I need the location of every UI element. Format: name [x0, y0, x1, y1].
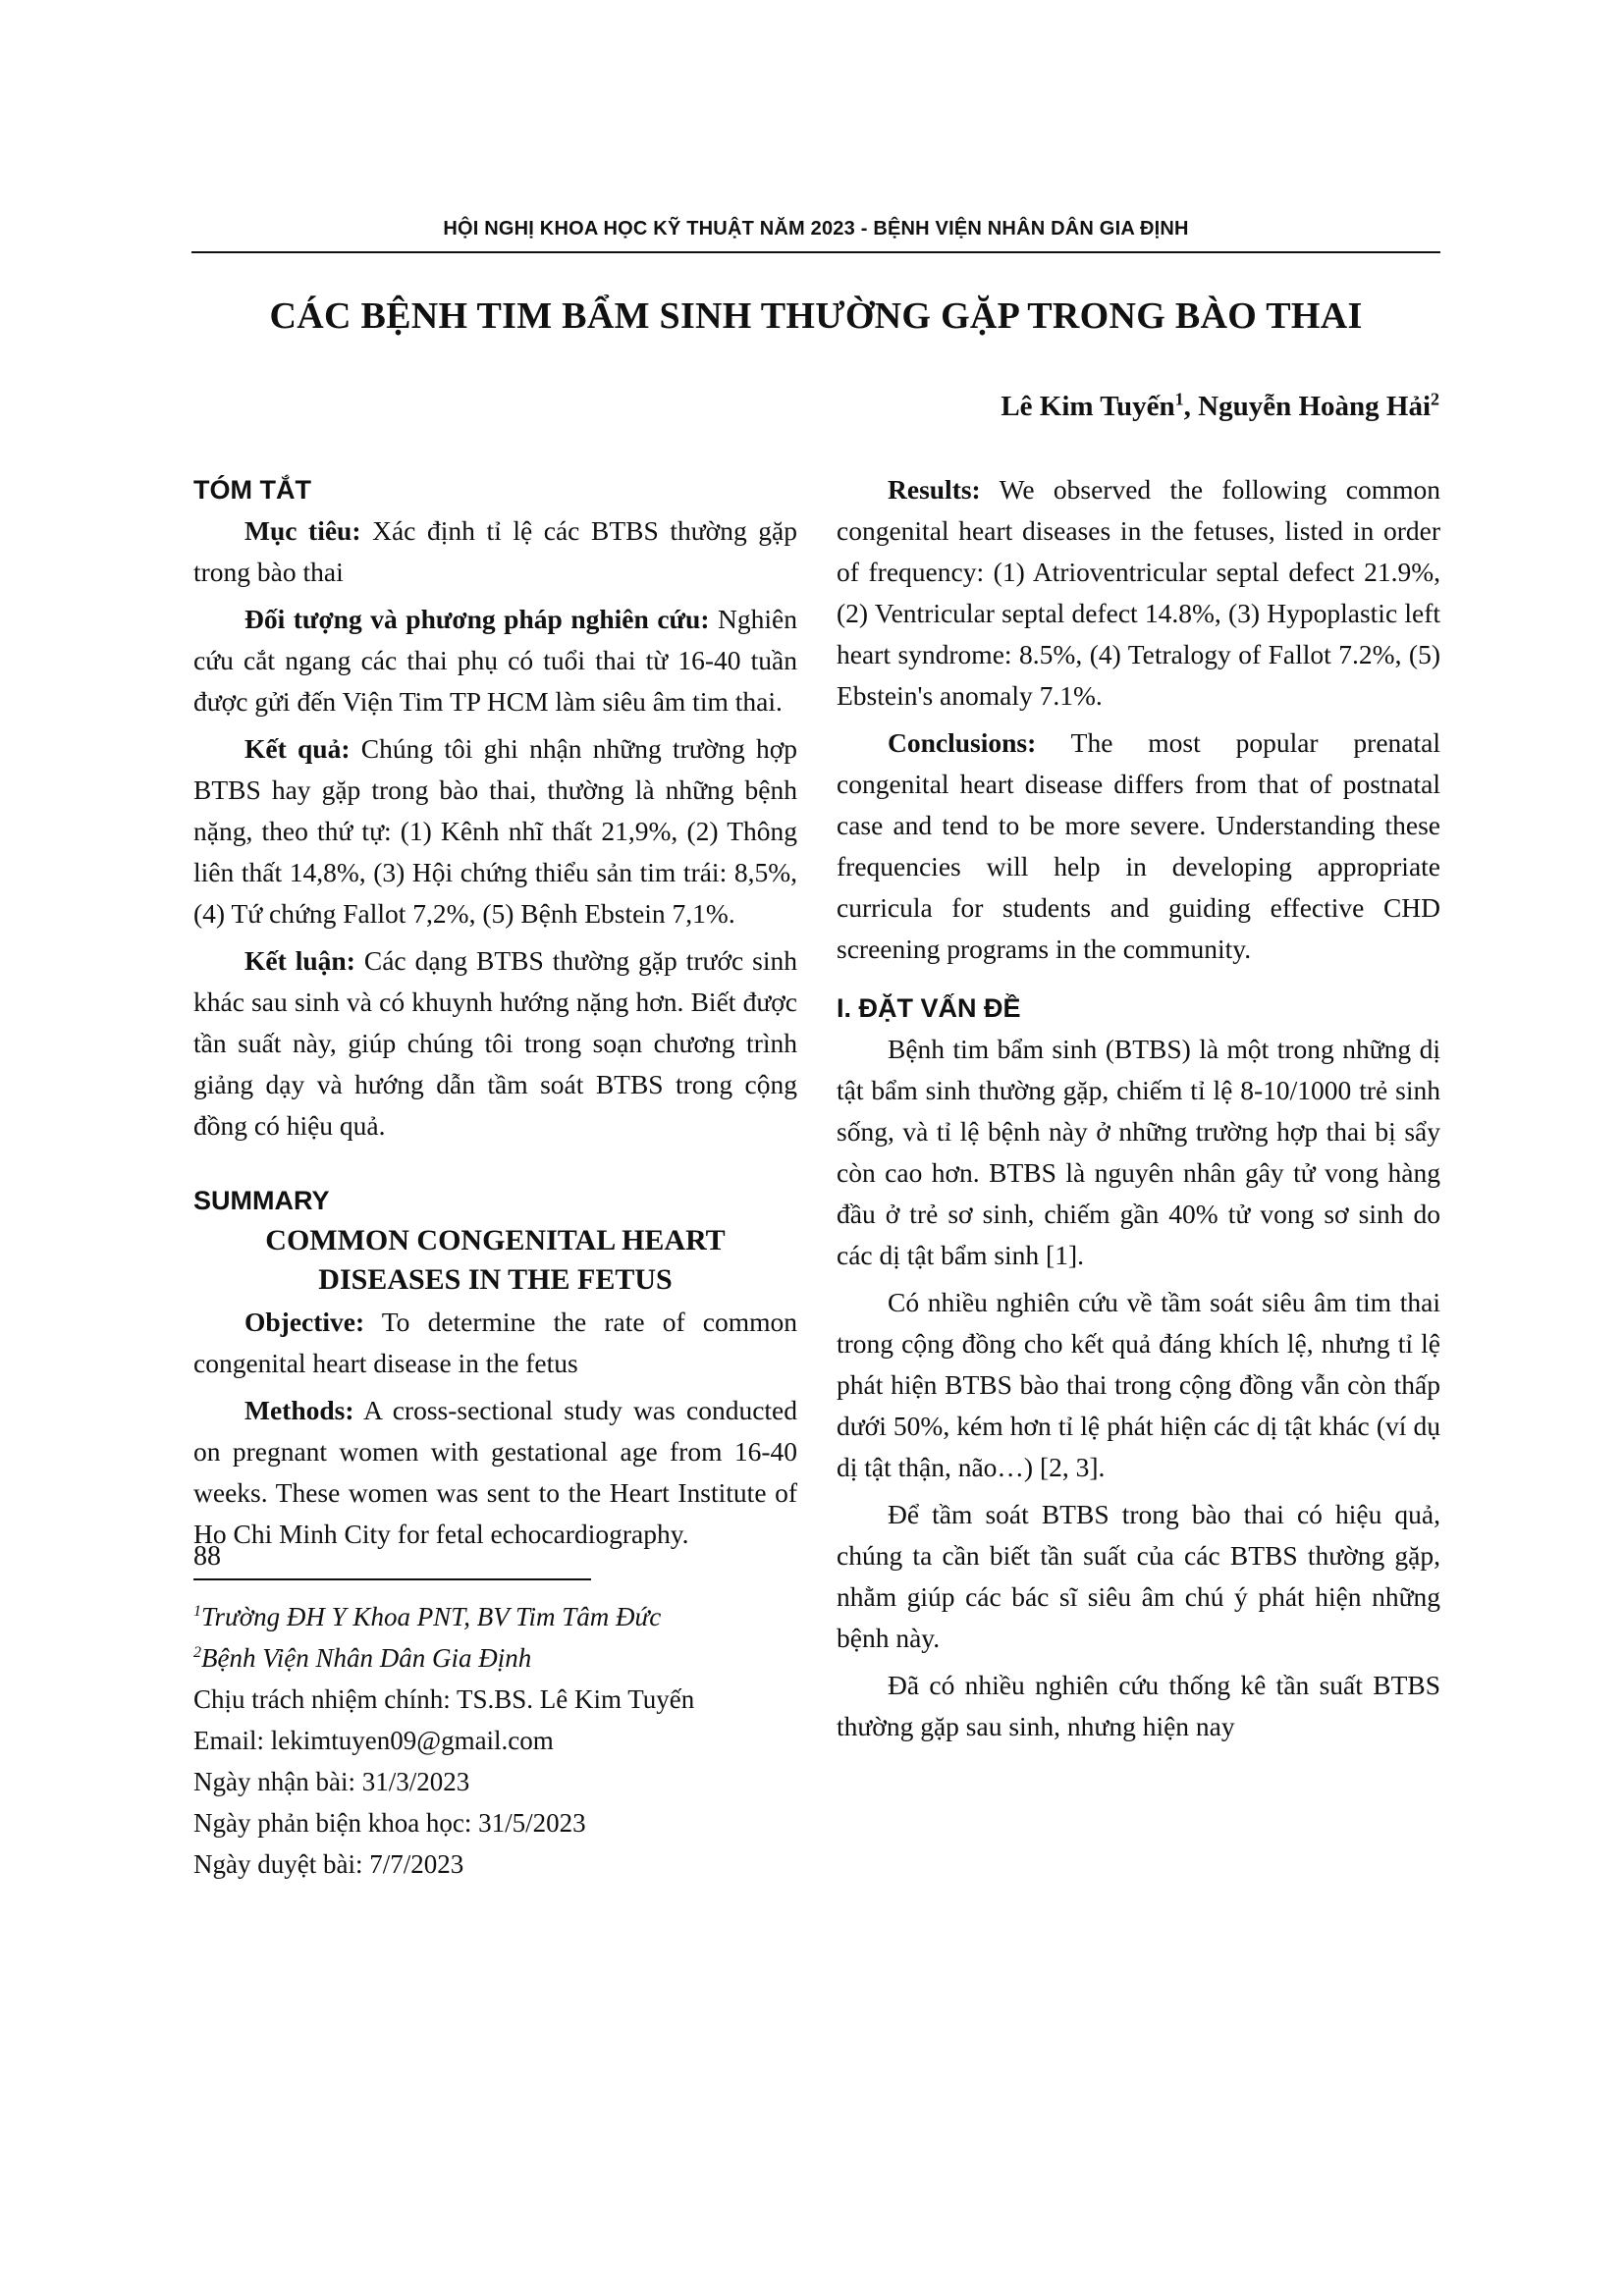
affiliation-mark: 2 — [193, 1644, 201, 1661]
affiliation-mark: 2 — [1431, 389, 1439, 409]
footnote-affiliation — [193, 1637, 797, 1679]
summary-heading: SUMMARY — [193, 1186, 330, 1215]
objective-text: Xác định tỉ lệ các BTBS thường gặp trong bào thai — [193, 515, 797, 587]
right-column — [837, 469, 1440, 1747]
methods-text: Nghiên cứu cắt ngang các thai phụ có tuổi thai từ 16-40 tuần được gửi đến Viện Tim TP HCM làm siêu âm tim thai. — [193, 604, 797, 717]
abstract-methods — [193, 599, 797, 722]
abstract-heading: TÓM TẮT — [193, 475, 311, 505]
summary-title-line: DISEASES IN THE FETUS — [318, 1263, 673, 1296]
summary-objective — [193, 1302, 797, 1384]
accepted-date: Ngày duyệt bài: 7/7/2023 — [193, 1849, 464, 1879]
conclusion-text: Các dạng BTBS thường gặp trước sinh khác sau sinh và có khuynh hướng nặng hơn. Biết được tần suất này, giúp chúng tôi trong soạn chương trình giảng dạy và hướng dẫn tầm soát BTBS trong cộng đồng có hiệu quả. — [193, 945, 798, 1141]
summary-title — [193, 1221, 797, 1300]
methods-label: Methods: — [244, 1395, 354, 1425]
left-column — [193, 469, 797, 1885]
objective-text: To determine the rate of common congenital heart disease in the fetus — [193, 1307, 797, 1378]
results-text: Chúng tôi ghi nhận những trường hợp BTBS hay gặp trong bào thai, thường là những bệnh nặng, theo thứ tự: (1) Kênh nhĩ thất 21,9%, (2) Thông liên thất 14,8%, (3) Hội chứng thiểu sản tim trái: 8,5%, (4) Tứ chứng Fallot 7,2%, (5) Bệnh Ebstein 7,1%. — [193, 733, 797, 929]
review-date: Ngày phản biện khoa học: 31/5/2023 — [193, 1808, 586, 1838]
email-line: Email: lekimtuyen09@gmail.com — [193, 1726, 554, 1755]
footnote-rule — [193, 1578, 591, 1580]
summary-results — [837, 469, 1440, 717]
conclusion-label: Kết luận: — [244, 945, 355, 976]
affiliation-text: Trường ĐH Y Khoa PNT, BV Tim Tâm Đức — [201, 1602, 662, 1631]
body-paragraph: Có nhiều nghiên cứu về tầm soát siêu âm tim thai trong cộng đồng cho kết quả đáng khích lệ, nhưng tỉ lệ phát hiện BTBS bào thai trong cộng đồng vẫn còn thấp dưới 50%, kém hơn tỉ lệ phát hiện các dị tật khác (ví dụ dị tật thận, não…) [2, 3]. — [837, 1287, 1440, 1482]
header-rule — [191, 251, 1440, 253]
results-label: Results: — [888, 474, 981, 505]
affiliation-text: Bệnh Viện Nhân Dân Gia Định — [201, 1643, 532, 1673]
conclusions-text: The most popular prenatal congenital heart disease differs from that of postnatal case and tend to be more severe. Understanding these frequencies will help in developing appropriate curricula for students and guiding effective CHD screening programs in the community. — [837, 727, 1440, 964]
body-paragraph: Để tầm soát BTBS trong bào thai có hiệu quả, chúng ta cần biết tần suất của các BTBS thường gặp, nhằm giúp các bác sĩ siêu âm chú ý phát hiện những bệnh này. — [837, 1499, 1440, 1653]
objective-label: Objective: — [244, 1307, 365, 1337]
summary-conclusions — [837, 722, 1440, 970]
spacer — [837, 970, 1440, 988]
methods-text: A cross-sectional study was conducted on pregnant women with gestational age from 16-40 weeks. These women was sent to the Heart Institute of Ho Chi Minh City for fetal echocardiography. — [193, 1395, 797, 1549]
received-date: Ngày nhận bài: 31/3/2023 — [193, 1767, 470, 1796]
author-line — [1001, 391, 1439, 423]
affiliation-mark: 1 — [1174, 389, 1184, 409]
footnote-affiliation — [193, 1596, 797, 1637]
corresponding-author: Chịu trách nhiệm chính: TS.BS. Lê Kim Tuyến — [193, 1684, 695, 1714]
methods-label: Đối tượng và phương pháp nghiên cứu: — [244, 604, 710, 634]
author-name: Lê Kim Tuyến — [1001, 391, 1175, 422]
running-header: HỘI NGHỊ KHOA HỌC KỸ THUẬT NĂM 2023 - BỆNH VIỆN NHÂN DÂN GIA ĐỊNH — [443, 218, 1189, 240]
abstract-results — [193, 728, 797, 934]
summary-methods — [193, 1390, 797, 1555]
results-text: We observed the following common congenital heart diseases in the fetuses, listed in order of frequency: (1) Atrioventricular septal defect 21.9%, (2) Ventricular septal defect 14.8%, (3) Hypoplastic left heart syndrome: 8.5%, (4) Tetralogy of Fallot 7.2%, (5) Ebstein's anomaly 7.1%. — [837, 474, 1440, 711]
summary-title-line: COMMON CONGENITAL HEART — [265, 1224, 726, 1256]
body-paragraph: Đã có nhiều nghiên cứu thống kê tần suất BTBS thường gặp sau sinh, nhưng hiện nay — [837, 1670, 1440, 1741]
results-label: Kết quả: — [244, 733, 351, 764]
author-separator: , — [1183, 391, 1199, 422]
body-paragraph: Bệnh tim bẩm sinh (BTBS) là một trong những dị tật bẩm sinh thường gặp, chiếm tỉ lệ 8-10/1000 trẻ sinh sống, và tỉ lệ bệnh này ở những trường hợp thai bị sẩy còn cao hơn. BTBS là nguyên nhân gây tử vong hàng đầu ở trẻ sơ sinh, chiếm gần 40% tử vong sơ sinh do các dị tật bẩm sinh [1]. — [837, 1034, 1440, 1270]
spacer — [193, 1147, 797, 1180]
abstract-conclusion — [193, 940, 797, 1147]
section-heading: I. ĐẶT VẤN ĐỀ — [837, 993, 1021, 1023]
conclusions-label: Conclusions: — [888, 727, 1037, 758]
author-name: Nguyễn Hoàng Hải — [1198, 391, 1431, 422]
abstract-objective — [193, 510, 797, 593]
page-number: 88 — [193, 1541, 221, 1572]
objective-label: Mục tiêu: — [244, 515, 361, 546]
article-title: CÁC BỆNH TIM BẨM SINH THƯỜNG GẶP TRONG BÀO THAI — [269, 295, 1363, 337]
affiliation-mark: 1 — [193, 1603, 201, 1620]
